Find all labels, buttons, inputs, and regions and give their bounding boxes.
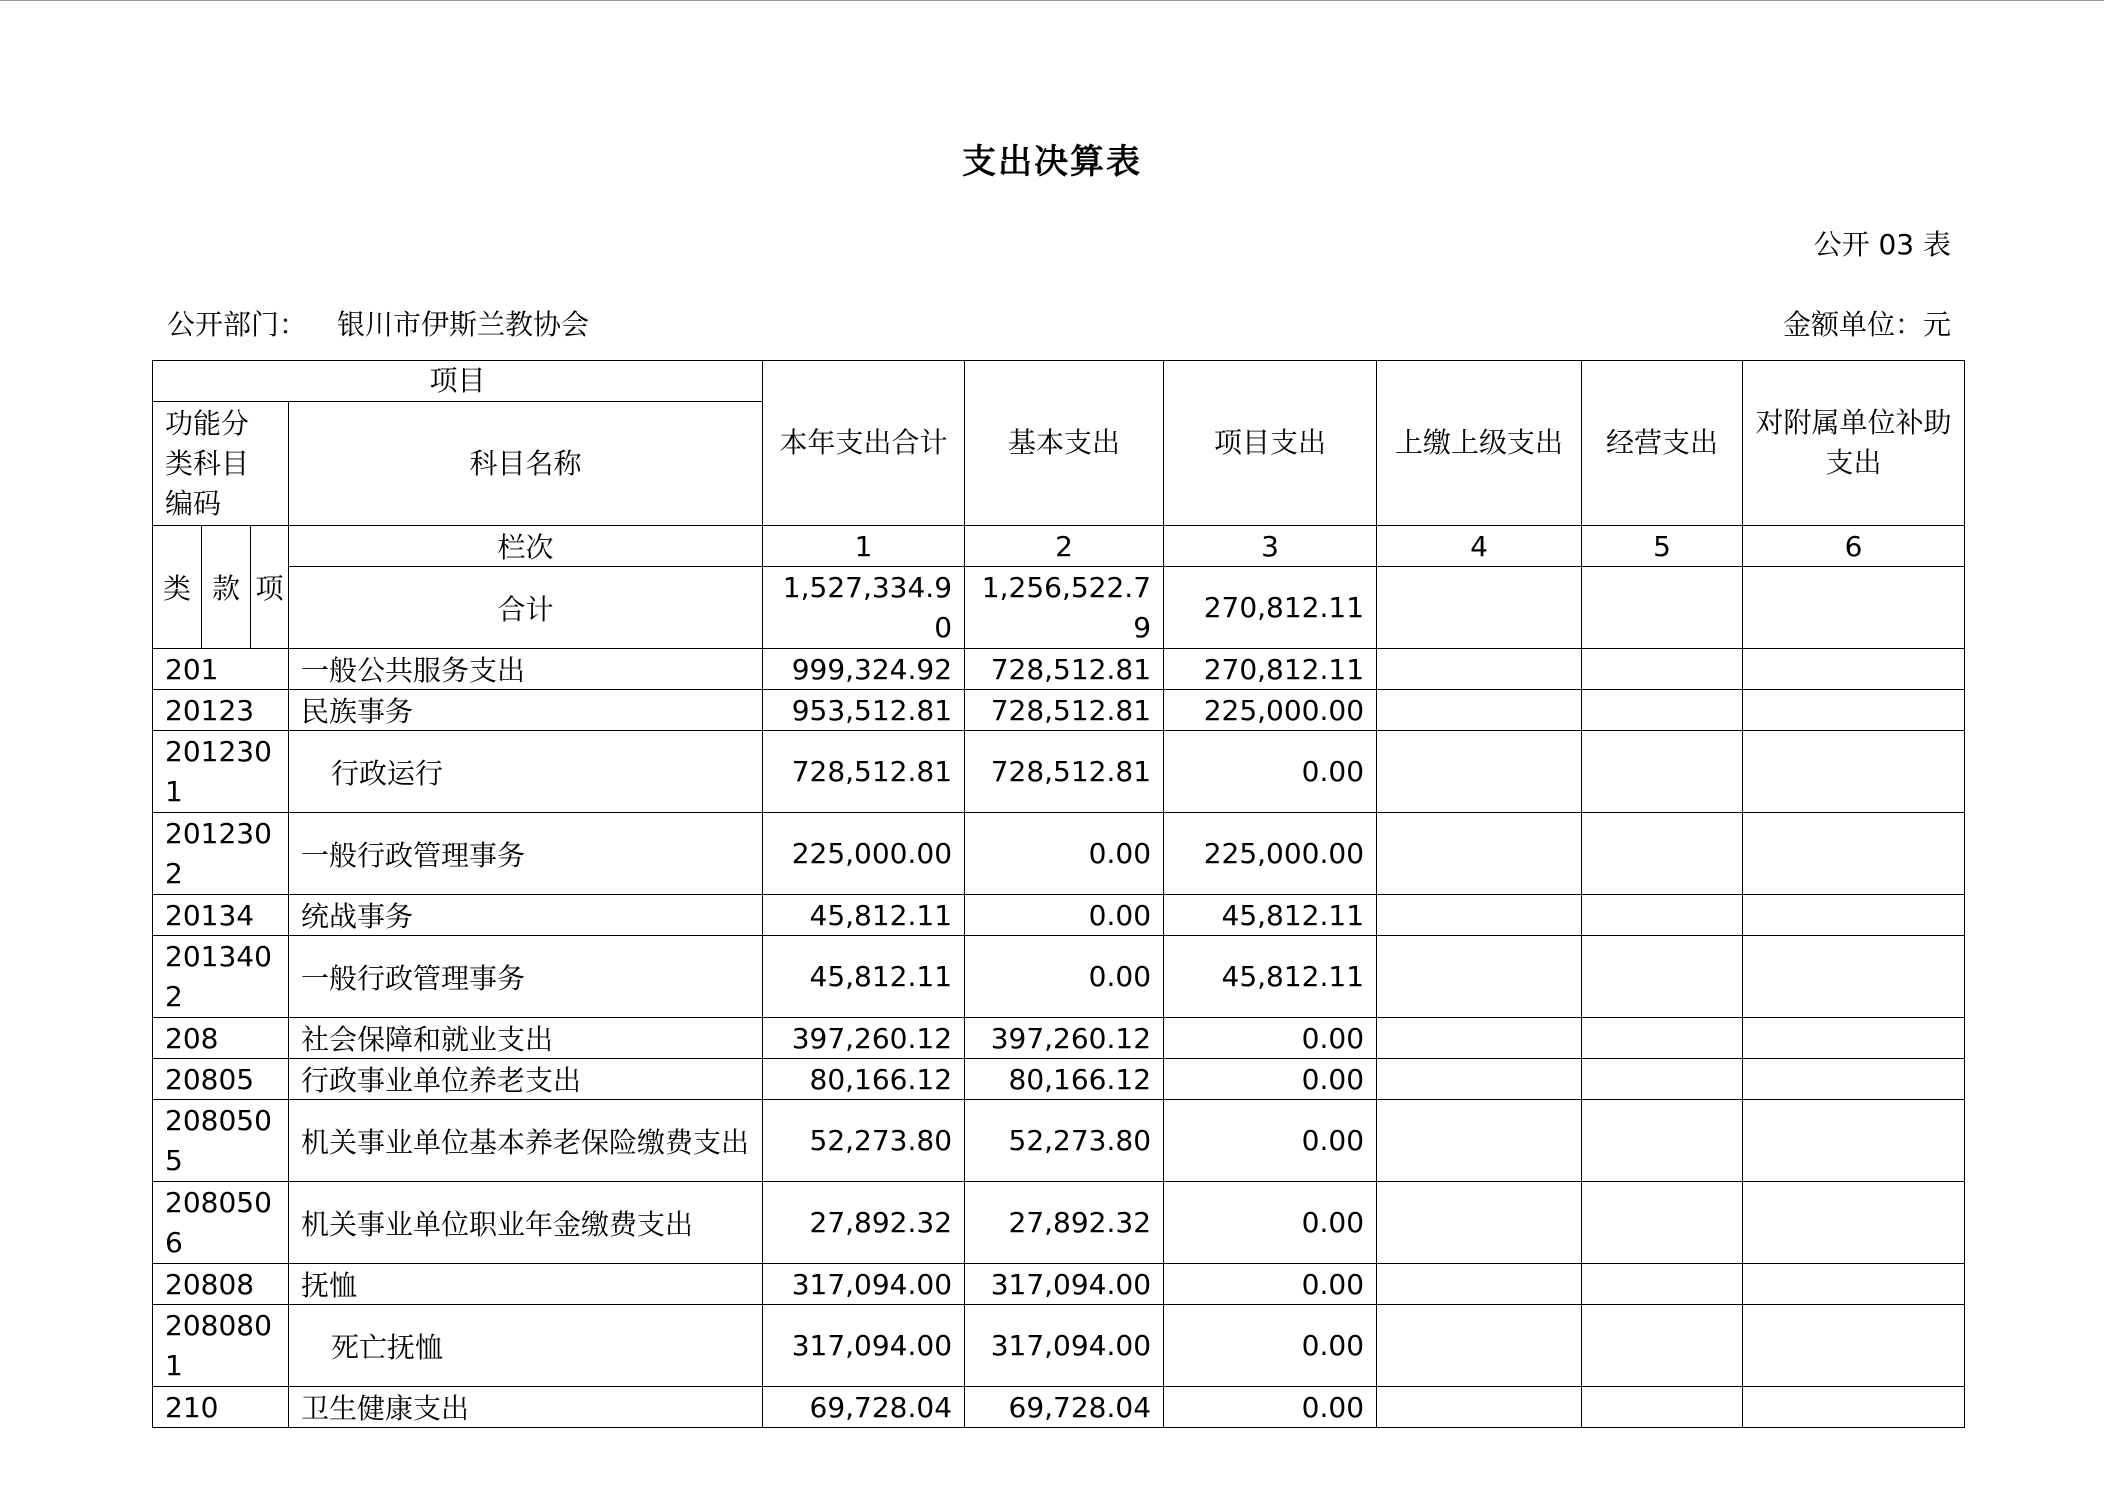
row-col6 xyxy=(1743,1305,1965,1387)
table-row xyxy=(153,1100,1965,1182)
row-col4 xyxy=(1377,895,1582,936)
col-index-1: 1 xyxy=(763,526,965,567)
row-code: 20123 xyxy=(153,690,289,731)
row-col6 xyxy=(1743,731,1965,813)
total-col4 xyxy=(1377,567,1582,649)
top-border xyxy=(0,0,2104,1)
row-col6 xyxy=(1743,1387,1965,1428)
col-index-5: 5 xyxy=(1582,526,1743,567)
header-lanci: 栏次 xyxy=(289,526,763,567)
col-index-6: 6 xyxy=(1743,526,1965,567)
col-index-4: 4 xyxy=(1377,526,1582,567)
row-col4 xyxy=(1377,936,1582,1018)
row-col2: 317,094.00 xyxy=(965,1305,1164,1387)
row-code: 2080505 xyxy=(153,1100,289,1182)
header-item: 项目 xyxy=(153,361,763,402)
col-index-2: 2 xyxy=(965,526,1164,567)
row-name: 行政运行 xyxy=(289,731,763,813)
row-col2: 0.00 xyxy=(965,813,1164,895)
row-col1: 317,094.00 xyxy=(763,1264,965,1305)
row-col6 xyxy=(1743,1018,1965,1059)
header-row-1 xyxy=(153,361,1965,402)
column-index-row xyxy=(153,526,1965,567)
row-col1: 45,812.11 xyxy=(763,936,965,1018)
header-col6: 对附属单位补助支出 xyxy=(1743,361,1965,526)
row-name: 机关事业单位基本养老保险缴费支出 xyxy=(289,1100,763,1182)
row-col2: 728,512.81 xyxy=(965,731,1164,813)
row-col3: 0.00 xyxy=(1164,1264,1377,1305)
row-col2: 728,512.81 xyxy=(965,690,1164,731)
header-lei: 类 xyxy=(153,526,202,649)
row-col5 xyxy=(1582,936,1743,1018)
row-col3: 0.00 xyxy=(1164,1387,1377,1428)
total-row xyxy=(153,567,1965,649)
table-row xyxy=(153,1018,1965,1059)
row-col3: 0.00 xyxy=(1164,1059,1377,1100)
row-code: 2012302 xyxy=(153,813,289,895)
row-col2: 397,260.12 xyxy=(965,1018,1164,1059)
table-row xyxy=(153,895,1965,936)
row-code: 2080506 xyxy=(153,1182,289,1264)
row-code: 20805 xyxy=(153,1059,289,1100)
row-col5 xyxy=(1582,813,1743,895)
header-kuan: 款 xyxy=(202,526,251,649)
row-name: 统战事务 xyxy=(289,895,763,936)
total-col3: 270,812.11 xyxy=(1164,567,1377,649)
row-col3: 225,000.00 xyxy=(1164,690,1377,731)
row-col3: 225,000.00 xyxy=(1164,813,1377,895)
row-col5 xyxy=(1582,1264,1743,1305)
col-index-3: 3 xyxy=(1164,526,1377,567)
amount-unit: 金额单位：元 xyxy=(1782,308,1951,341)
row-col5 xyxy=(1582,895,1743,936)
table-row xyxy=(153,1305,1965,1387)
row-name: 民族事务 xyxy=(289,690,763,731)
row-col3: 45,812.11 xyxy=(1164,936,1377,1018)
row-col6 xyxy=(1743,813,1965,895)
table-number: 公开 03 表 xyxy=(1813,228,1951,261)
table-row xyxy=(153,649,1965,690)
row-col5 xyxy=(1582,1059,1743,1100)
row-code: 2080801 xyxy=(153,1305,289,1387)
expenditure-table xyxy=(152,360,1965,1428)
row-code: 2013402 xyxy=(153,936,289,1018)
row-col5 xyxy=(1582,1305,1743,1387)
total-col1: 1,527,334.90 xyxy=(763,567,965,649)
row-col2: 27,892.32 xyxy=(965,1182,1164,1264)
row-col6 xyxy=(1743,1100,1965,1182)
row-name: 一般行政管理事务 xyxy=(289,936,763,1018)
table-row xyxy=(153,1182,1965,1264)
row-col1: 225,000.00 xyxy=(763,813,965,895)
total-col6 xyxy=(1743,567,1965,649)
header-xiang: 项 xyxy=(251,526,289,649)
row-col4 xyxy=(1377,1018,1582,1059)
row-name: 社会保障和就业支出 xyxy=(289,1018,763,1059)
row-code: 2012301 xyxy=(153,731,289,813)
row-col4 xyxy=(1377,1305,1582,1387)
table-row xyxy=(153,1059,1965,1100)
row-col2: 80,166.12 xyxy=(965,1059,1164,1100)
row-code: 20134 xyxy=(153,895,289,936)
row-col6 xyxy=(1743,1182,1965,1264)
row-col3: 0.00 xyxy=(1164,1100,1377,1182)
row-col1: 953,512.81 xyxy=(763,690,965,731)
row-col4 xyxy=(1377,690,1582,731)
row-col3: 0.00 xyxy=(1164,1018,1377,1059)
row-col5 xyxy=(1582,731,1743,813)
row-col3: 0.00 xyxy=(1164,1305,1377,1387)
header-code: 功能分类科目编码 xyxy=(153,402,289,526)
row-col2: 52,273.80 xyxy=(965,1100,1164,1182)
row-col1: 999,324.92 xyxy=(763,649,965,690)
row-col6 xyxy=(1743,1059,1965,1100)
row-code: 20808 xyxy=(153,1264,289,1305)
row-col3: 270,812.11 xyxy=(1164,649,1377,690)
row-col4 xyxy=(1377,1100,1582,1182)
header-name: 科目名称 xyxy=(289,402,763,526)
row-code: 201 xyxy=(153,649,289,690)
row-col5 xyxy=(1582,690,1743,731)
row-name: 死亡抚恤 xyxy=(289,1305,763,1387)
row-col3: 45,812.11 xyxy=(1164,895,1377,936)
row-col1: 728,512.81 xyxy=(763,731,965,813)
row-col4 xyxy=(1377,813,1582,895)
row-col4 xyxy=(1377,1264,1582,1305)
table-row xyxy=(153,936,1965,1018)
row-col1: 52,273.80 xyxy=(763,1100,965,1182)
row-col4 xyxy=(1377,1059,1582,1100)
row-name: 机关事业单位职业年金缴费支出 xyxy=(289,1182,763,1264)
row-col1: 80,166.12 xyxy=(763,1059,965,1100)
header-col5: 经营支出 xyxy=(1582,361,1743,526)
table-row xyxy=(153,1387,1965,1428)
page-title: 支出决算表 xyxy=(962,142,1142,182)
row-name: 一般行政管理事务 xyxy=(289,813,763,895)
row-code: 210 xyxy=(153,1387,289,1428)
row-col2: 728,512.81 xyxy=(965,649,1164,690)
row-col3: 0.00 xyxy=(1164,1182,1377,1264)
row-col5 xyxy=(1582,1387,1743,1428)
table-row xyxy=(153,731,1965,813)
department-label: 公开部门： xyxy=(167,308,308,341)
total-label: 合计 xyxy=(289,567,763,649)
row-col3: 0.00 xyxy=(1164,731,1377,813)
row-col5 xyxy=(1582,1018,1743,1059)
row-col5 xyxy=(1582,1182,1743,1264)
header-col2: 基本支出 xyxy=(965,361,1164,526)
table-row xyxy=(153,813,1965,895)
row-col1: 397,260.12 xyxy=(763,1018,965,1059)
row-name: 卫生健康支出 xyxy=(289,1387,763,1428)
total-col5 xyxy=(1582,567,1743,649)
row-col6 xyxy=(1743,649,1965,690)
row-col1: 317,094.00 xyxy=(763,1305,965,1387)
row-col2: 0.00 xyxy=(965,895,1164,936)
header-col1: 本年支出合计 xyxy=(763,361,965,526)
row-col4 xyxy=(1377,649,1582,690)
row-col6 xyxy=(1743,936,1965,1018)
row-col5 xyxy=(1582,1100,1743,1182)
row-col4 xyxy=(1377,1182,1582,1264)
department-name: 银川市伊斯兰教协会 xyxy=(337,308,590,341)
row-col6 xyxy=(1743,690,1965,731)
row-col2: 0.00 xyxy=(965,936,1164,1018)
table-body xyxy=(153,361,1965,1428)
row-code: 208 xyxy=(153,1018,289,1059)
row-col1: 45,812.11 xyxy=(763,895,965,936)
row-col6 xyxy=(1743,895,1965,936)
department-line xyxy=(167,303,589,343)
table-row xyxy=(153,1264,1965,1305)
row-col6 xyxy=(1743,1264,1965,1305)
row-col2: 69,728.04 xyxy=(965,1387,1164,1428)
row-name: 一般公共服务支出 xyxy=(289,649,763,690)
table-row xyxy=(153,690,1965,731)
row-name: 抚恤 xyxy=(289,1264,763,1305)
row-col2: 317,094.00 xyxy=(965,1264,1164,1305)
row-col5 xyxy=(1582,649,1743,690)
row-col4 xyxy=(1377,1387,1582,1428)
header-col4: 上缴上级支出 xyxy=(1377,361,1582,526)
row-col1: 69,728.04 xyxy=(763,1387,965,1428)
header-col3: 项目支出 xyxy=(1164,361,1377,526)
row-col1: 27,892.32 xyxy=(763,1182,965,1264)
total-col2: 1,256,522.79 xyxy=(965,567,1164,649)
row-col4 xyxy=(1377,731,1582,813)
row-name: 行政事业单位养老支出 xyxy=(289,1059,763,1100)
